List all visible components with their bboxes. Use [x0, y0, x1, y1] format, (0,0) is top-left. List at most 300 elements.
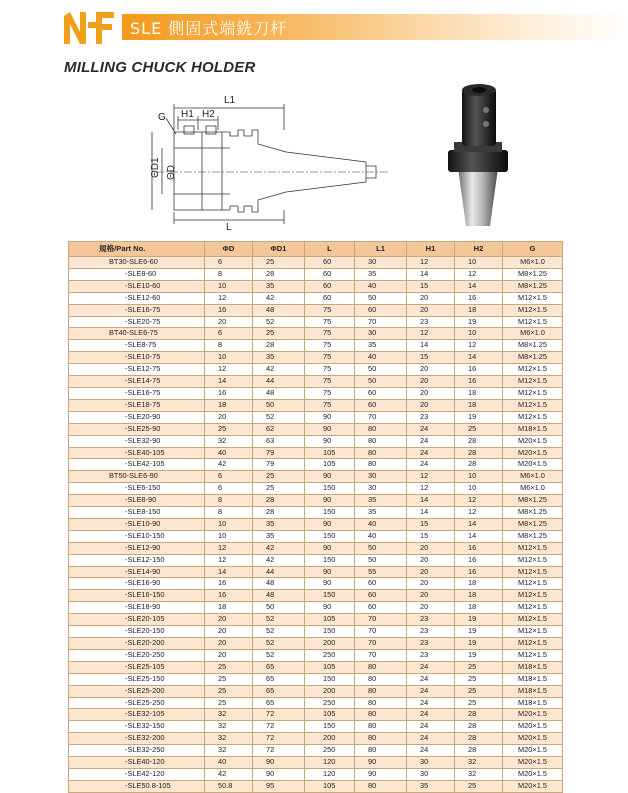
table-cell: 20 [407, 292, 455, 304]
table-cell: 18 [455, 387, 503, 399]
table-cell: 80 [355, 745, 407, 757]
table-cell: 80 [355, 709, 407, 721]
table-cell: 90 [305, 435, 355, 447]
table-cell: 19 [455, 649, 503, 661]
table-cell: M8×1.25 [503, 280, 563, 292]
table-cell: 23 [407, 638, 455, 650]
table-cell: 16 [205, 387, 253, 399]
table-cell: 90 [253, 757, 305, 769]
table-cell: 24 [407, 423, 455, 435]
table-cell: 75 [305, 340, 355, 352]
table-cell: 10 [455, 471, 503, 483]
table-cell: 40 [355, 280, 407, 292]
table-cell: 50 [355, 542, 407, 554]
table-cell: -SLE42-120 [69, 768, 205, 780]
table-cell: 35 [355, 340, 407, 352]
table-cell: 14 [407, 340, 455, 352]
table-cell: 60 [305, 257, 355, 269]
table-cell: 72 [253, 721, 305, 733]
table-cell: 35 [355, 495, 407, 507]
table-cell: 40 [355, 352, 407, 364]
column-header: L [305, 242, 355, 257]
table-row [69, 566, 563, 578]
table-cell: 75 [305, 364, 355, 376]
table-cell: 60 [305, 268, 355, 280]
table-cell: 60 [355, 399, 407, 411]
table-row [69, 780, 563, 792]
table-cell: 12 [205, 542, 253, 554]
table-cell: 35 [253, 280, 305, 292]
table-cell: 12 [455, 495, 503, 507]
table-cell: 52 [253, 649, 305, 661]
table-cell: 15 [407, 530, 455, 542]
table-cell: -SLE40-120 [69, 757, 205, 769]
table-cell: 40 [205, 757, 253, 769]
table-cell: 44 [253, 376, 305, 388]
table-row [69, 304, 563, 316]
table-cell: M20×1.5 [503, 709, 563, 721]
table-cell: M6×1.0 [503, 257, 563, 269]
table-cell: 12 [407, 257, 455, 269]
table-cell: M12×1.5 [503, 411, 563, 423]
table-cell: 72 [253, 709, 305, 721]
table-cell: 18 [455, 602, 503, 614]
table-cell: 30 [355, 471, 407, 483]
table-row [69, 697, 563, 709]
table-cell: 24 [407, 435, 455, 447]
table-cell: -SLE25-90 [69, 423, 205, 435]
table-header-row [69, 242, 563, 257]
table-cell: 42 [205, 768, 253, 780]
table-cell: 28 [455, 745, 503, 757]
table-cell: 105 [305, 459, 355, 471]
table-cell: 25 [253, 328, 305, 340]
table-cell: M20×1.5 [503, 435, 563, 447]
table-cell: 90 [305, 542, 355, 554]
table-cell: 19 [455, 316, 503, 328]
table-cell: 12 [407, 471, 455, 483]
table-cell: BT40-SLE6-75 [69, 328, 205, 340]
table-row [69, 435, 563, 447]
table-cell: 20 [407, 590, 455, 602]
table-cell: 28 [455, 435, 503, 447]
table-cell: 20 [205, 638, 253, 650]
table-cell: 24 [407, 745, 455, 757]
table-cell: -SLE32-200 [69, 733, 205, 745]
table-cell: 25 [205, 685, 253, 697]
table-cell: 14 [407, 495, 455, 507]
table-cell: -SLE20-200 [69, 638, 205, 650]
table-cell: 80 [355, 721, 407, 733]
table-cell: -SLE6-150 [69, 483, 205, 495]
table-cell: -SLE18-75 [69, 399, 205, 411]
table-cell: 60 [355, 602, 407, 614]
nf-logo-icon [62, 10, 116, 46]
table-cell: 90 [305, 495, 355, 507]
table-cell: 55 [355, 566, 407, 578]
table-cell: 10 [205, 352, 253, 364]
table-row [69, 518, 563, 530]
dim-label-h1: H1 [181, 109, 194, 120]
column-header: ΦD1 [253, 242, 305, 257]
table-cell: 28 [253, 268, 305, 280]
table-row [69, 399, 563, 411]
table-cell: 20 [407, 304, 455, 316]
table-cell: -SLE12-150 [69, 554, 205, 566]
table-cell: M20×1.5 [503, 780, 563, 792]
table-cell: 24 [407, 733, 455, 745]
table-cell: -SLE32-105 [69, 709, 205, 721]
table-cell: 44 [253, 566, 305, 578]
table-cell: -SLE20-250 [69, 649, 205, 661]
table-cell: -SLE25-150 [69, 673, 205, 685]
table-row [69, 709, 563, 721]
table-cell: 20 [205, 626, 253, 638]
table-cell: 28 [455, 721, 503, 733]
table-cell: 19 [455, 638, 503, 650]
table-cell: 20 [205, 614, 253, 626]
table-cell: 20 [407, 578, 455, 590]
table-cell: 105 [305, 447, 355, 459]
table-cell: -SLE20-150 [69, 626, 205, 638]
table-cell: -SLE25-250 [69, 697, 205, 709]
table-cell: 10 [455, 257, 503, 269]
table-cell: 72 [253, 745, 305, 757]
table-cell: M20×1.5 [503, 459, 563, 471]
table-cell: 79 [253, 459, 305, 471]
table-cell: 16 [205, 304, 253, 316]
table-row [69, 626, 563, 638]
table-cell: 75 [305, 316, 355, 328]
table-cell: 65 [253, 673, 305, 685]
table-cell: 60 [355, 304, 407, 316]
table-cell: 28 [253, 507, 305, 519]
table-cell: M8×1.25 [503, 268, 563, 280]
table-cell: BT30-SLE6-60 [69, 257, 205, 269]
table-cell: 12 [455, 268, 503, 280]
dim-label-g: G [158, 112, 166, 123]
table-cell: 65 [253, 697, 305, 709]
table-cell: 90 [305, 578, 355, 590]
table-cell: 8 [205, 268, 253, 280]
table-cell: 48 [253, 590, 305, 602]
table-cell: 16 [205, 578, 253, 590]
table-cell: -SLE16-75 [69, 387, 205, 399]
table-cell: -SLE25-200 [69, 685, 205, 697]
table-cell: 250 [305, 697, 355, 709]
table-cell: M20×1.5 [503, 721, 563, 733]
table-cell: 23 [407, 411, 455, 423]
table-cell: M18×1.5 [503, 661, 563, 673]
table-cell: 150 [305, 626, 355, 638]
table-cell: 24 [407, 685, 455, 697]
table-cell: 150 [305, 554, 355, 566]
table-row [69, 483, 563, 495]
table-cell: 79 [253, 447, 305, 459]
table-cell: M12×1.5 [503, 304, 563, 316]
table-cell: 200 [305, 733, 355, 745]
table-cell: M12×1.5 [503, 399, 563, 411]
table-cell: 200 [305, 685, 355, 697]
dim-label-d1: ΘD1 [150, 157, 161, 178]
table-cell: M12×1.5 [503, 554, 563, 566]
table-row [69, 721, 563, 733]
table-cell: 8 [205, 507, 253, 519]
table-cell: 40 [205, 447, 253, 459]
table-cell: 25 [455, 780, 503, 792]
table-cell: -SLE42-105 [69, 459, 205, 471]
table-row [69, 649, 563, 661]
table-cell: M12×1.5 [503, 626, 563, 638]
table-cell: 60 [355, 590, 407, 602]
table-cell: 20 [407, 542, 455, 554]
table-cell: 15 [407, 280, 455, 292]
table-cell: 75 [305, 387, 355, 399]
table-cell: 28 [253, 340, 305, 352]
table-cell: M8×1.25 [503, 495, 563, 507]
table-cell: -SLE8-90 [69, 495, 205, 507]
table-cell: M6×1.0 [503, 328, 563, 340]
table-cell: M8×1.25 [503, 530, 563, 542]
dim-label-l1: L1 [224, 95, 236, 106]
table-cell: 62 [253, 423, 305, 435]
table-cell: -SLE12-60 [69, 292, 205, 304]
table-cell: 32 [205, 721, 253, 733]
table-cell: 10 [455, 483, 503, 495]
table-cell: -SLE50.8-105 [69, 780, 205, 792]
table-cell: M12×1.5 [503, 387, 563, 399]
table-row [69, 768, 563, 780]
table-body [69, 257, 563, 793]
table-row [69, 578, 563, 590]
table-cell: 12 [407, 483, 455, 495]
dim-label-h2: H2 [202, 109, 215, 120]
table-cell: M8×1.25 [503, 352, 563, 364]
table-cell: 25 [253, 257, 305, 269]
table-cell: 20 [407, 376, 455, 388]
table-cell: -SLE16-75 [69, 304, 205, 316]
table-cell: 18 [455, 304, 503, 316]
table-cell: M20×1.5 [503, 757, 563, 769]
table-cell: 150 [305, 483, 355, 495]
table-cell: 70 [355, 626, 407, 638]
table-cell: 30 [407, 768, 455, 780]
table-cell: M12×1.5 [503, 602, 563, 614]
table-cell: 20 [407, 566, 455, 578]
table-row [69, 352, 563, 364]
table-cell: 16 [205, 590, 253, 602]
table-cell: -SLE20-90 [69, 411, 205, 423]
table-cell: 50 [355, 364, 407, 376]
table-cell: 24 [407, 447, 455, 459]
table-cell: 23 [407, 649, 455, 661]
table-cell: -SLE32-150 [69, 721, 205, 733]
table-row [69, 387, 563, 399]
table-cell: 18 [205, 399, 253, 411]
table-cell: 16 [455, 566, 503, 578]
table-row [69, 590, 563, 602]
table-cell: 63 [253, 435, 305, 447]
table-cell: 70 [355, 316, 407, 328]
table-cell: 24 [407, 709, 455, 721]
table-cell: 20 [407, 364, 455, 376]
table-row [69, 364, 563, 376]
table-cell: 24 [407, 697, 455, 709]
table-cell: 200 [305, 638, 355, 650]
table-cell: 25 [205, 697, 253, 709]
table-cell: 15 [407, 352, 455, 364]
table-cell: 6 [205, 471, 253, 483]
table-cell: 105 [305, 614, 355, 626]
table-cell: 23 [407, 626, 455, 638]
table-cell: 12 [205, 292, 253, 304]
table-cell: 20 [407, 554, 455, 566]
table-cell: 32 [205, 733, 253, 745]
table-cell: 14 [407, 507, 455, 519]
table-cell: 60 [305, 292, 355, 304]
table-cell: 25 [455, 423, 503, 435]
table-cell: M8×1.25 [503, 507, 563, 519]
table-row [69, 602, 563, 614]
table-cell: 90 [305, 423, 355, 435]
table-cell: -SLE10-90 [69, 518, 205, 530]
table-cell: 16 [455, 364, 503, 376]
spec-table [68, 241, 563, 793]
column-header: ΦD [205, 242, 253, 257]
table-cell: 95 [253, 780, 305, 792]
table-cell: 20 [407, 399, 455, 411]
table-cell: 32 [205, 709, 253, 721]
page-subtitle: MILLING CHUCK HOLDER [64, 59, 256, 76]
table-cell: 24 [407, 459, 455, 471]
table-cell: -SLE20-105 [69, 614, 205, 626]
table-cell: 65 [253, 661, 305, 673]
page-header [0, 0, 628, 56]
table-cell: 80 [355, 673, 407, 685]
table-cell: 12 [455, 507, 503, 519]
table-cell: 150 [305, 673, 355, 685]
table-row [69, 554, 563, 566]
table-cell: M20×1.5 [503, 745, 563, 757]
table-row [69, 685, 563, 697]
table-cell: 14 [205, 376, 253, 388]
table-cell: M6×1.0 [503, 471, 563, 483]
column-header: 規格/Part No. [69, 242, 205, 257]
table-cell: 19 [455, 614, 503, 626]
table-cell: -SLE8-150 [69, 507, 205, 519]
table-cell: 80 [355, 685, 407, 697]
table-row [69, 542, 563, 554]
table-cell: 10 [205, 530, 253, 542]
table-cell: 19 [455, 411, 503, 423]
table-cell: 8 [205, 495, 253, 507]
table-cell: 80 [355, 447, 407, 459]
table-cell: M18×1.5 [503, 697, 563, 709]
table-cell: 16 [455, 554, 503, 566]
table-cell: 70 [355, 614, 407, 626]
table-cell: -SLE12-75 [69, 364, 205, 376]
table-cell: 18 [455, 578, 503, 590]
table-cell: M20×1.5 [503, 733, 563, 745]
table-cell: 90 [305, 566, 355, 578]
holder-technical-drawing [126, 90, 398, 230]
table-cell: 50 [253, 399, 305, 411]
table-cell: 150 [305, 590, 355, 602]
table-cell: 18 [205, 602, 253, 614]
table-cell: -SLE32-250 [69, 745, 205, 757]
table-cell: 18 [455, 590, 503, 602]
table-row [69, 638, 563, 650]
table-row [69, 661, 563, 673]
table-cell: 32 [205, 745, 253, 757]
table-cell: 70 [355, 411, 407, 423]
table-cell: 6 [205, 328, 253, 340]
table-cell: 25 [455, 673, 503, 685]
table-row [69, 411, 563, 423]
table-cell: M12×1.5 [503, 566, 563, 578]
table-cell: 42 [253, 364, 305, 376]
table-cell: -SLE14-90 [69, 566, 205, 578]
table-cell: 25 [253, 471, 305, 483]
table-cell: 80 [355, 733, 407, 745]
table-cell: 28 [455, 447, 503, 459]
table-cell: 16 [455, 542, 503, 554]
table-row [69, 530, 563, 542]
table-cell: 10 [205, 518, 253, 530]
table-cell: M12×1.5 [503, 364, 563, 376]
table-cell: 105 [305, 780, 355, 792]
table-cell: 120 [305, 757, 355, 769]
table-cell: -SLE8-60 [69, 268, 205, 280]
table-cell: 90 [305, 602, 355, 614]
table-cell: 25 [205, 673, 253, 685]
table-cell: BT50-SLE6-90 [69, 471, 205, 483]
table-cell: 25 [205, 661, 253, 673]
table-cell: 23 [407, 614, 455, 626]
table-cell: -SLE16-90 [69, 578, 205, 590]
table-cell: 48 [253, 387, 305, 399]
table-cell: M12×1.5 [503, 638, 563, 650]
column-header: H2 [455, 242, 503, 257]
table-cell: 42 [253, 292, 305, 304]
table-cell: 48 [253, 304, 305, 316]
table-cell: M18×1.5 [503, 673, 563, 685]
table-cell: -SLE12-90 [69, 542, 205, 554]
table-cell: 12 [205, 364, 253, 376]
table-cell: 25 [205, 423, 253, 435]
table-cell: M12×1.5 [503, 316, 563, 328]
table-cell: 90 [305, 471, 355, 483]
table-cell: 42 [205, 459, 253, 471]
table-row [69, 757, 563, 769]
table-row [69, 340, 563, 352]
table-cell: 50 [253, 602, 305, 614]
table-cell: 50 [355, 376, 407, 388]
table-cell: 20 [205, 649, 253, 661]
table-cell: 30 [355, 483, 407, 495]
table-cell: M12×1.5 [503, 578, 563, 590]
table-cell: 80 [355, 697, 407, 709]
table-cell: 23 [407, 316, 455, 328]
table-cell: 90 [355, 757, 407, 769]
table-cell: 24 [407, 721, 455, 733]
table-cell: 30 [355, 328, 407, 340]
table-cell: M8×1.25 [503, 518, 563, 530]
dim-label-l: L [226, 222, 232, 230]
table-cell: 25 [455, 697, 503, 709]
table-cell: 24 [407, 673, 455, 685]
table-cell: 25 [455, 685, 503, 697]
